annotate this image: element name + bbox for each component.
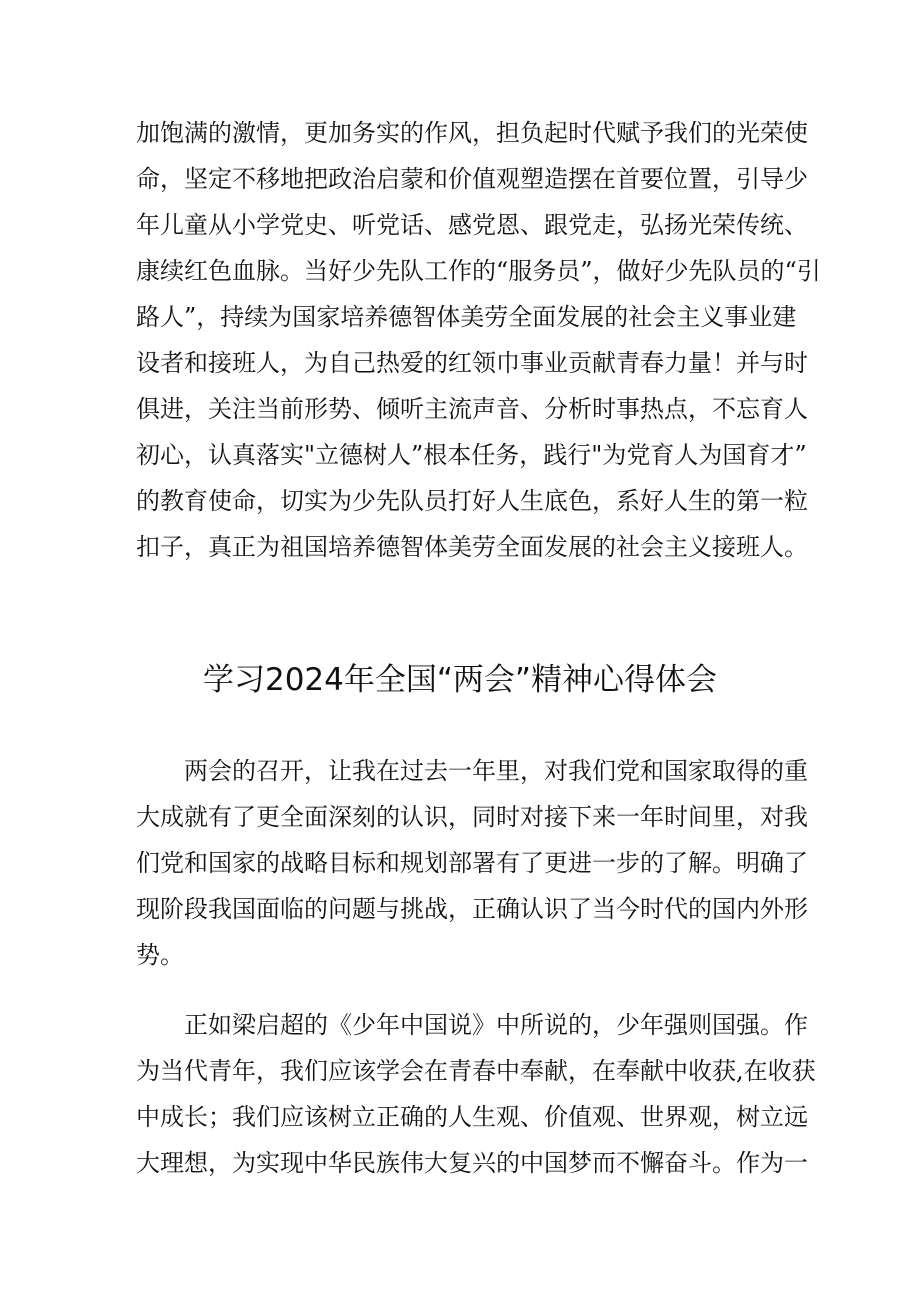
text-line: 势。 bbox=[136, 941, 184, 969]
section-title: 学习2024年全国“两会”精神心得体会 bbox=[202, 662, 717, 698]
text-line: 大理想，为实现中华民族伟大复兴的中国梦而不懈奋斗。作为一 bbox=[136, 1149, 808, 1177]
text-line: 俱进，关注当前形势、倾听主流声音、分析时事热点，不忘育人 bbox=[136, 395, 808, 423]
text-line: 扣子，真正为祖国培养德智体美劳全面发展的社会主义接班人。 bbox=[136, 533, 808, 561]
text-line: 大成就有了更全面深刻的认识，同时对接下来一年时间里，对我 bbox=[136, 803, 808, 831]
text-line: 为当代青年，我们应该学会在青春中奉献，在奉献中收获,在收获 bbox=[136, 1057, 816, 1085]
paragraph-continued bbox=[136, 110, 821, 570]
text-line: 路人”，持续为国家培养德智体美劳全面发展的社会主义事业建 bbox=[136, 303, 797, 331]
text-line: 年儿童从小学党史、听党话、感党恩、跟党走，弘扬光荣传统、 bbox=[136, 211, 808, 239]
paragraph-two-sessions bbox=[136, 748, 808, 978]
text-line: 初心，认真落实"立德树人”根本任务，践行"为党育人为国育才” bbox=[136, 441, 807, 469]
text-line: 正如梁启超的《少年中国说》中所说的，少年强则国强。作 bbox=[184, 1011, 808, 1039]
text-line: 现阶段我国面临的问题与挑战，正确认识了当今时代的国内外形 bbox=[136, 895, 808, 923]
text-line: 的教育使命，切实为少先队员打好人生底色，系好人生的第一粒 bbox=[136, 487, 808, 515]
text-line: 中成长；我们应该树立正确的人生观、价值观、世界观，树立远 bbox=[136, 1103, 808, 1131]
text-line: 们党和国家的战略目标和规划部署有了更进一步的了解。明确了 bbox=[136, 849, 808, 877]
text-line: 两会的召开，让我在过去一年里，对我们党和国家取得的重 bbox=[184, 757, 808, 785]
text-line: 加饱满的激情，更加务实的作风，担负起时代赋予我们的光荣使 bbox=[136, 119, 808, 147]
text-line: 命，坚定不移地把政治启蒙和价值观塑造摆在首要位置，引导少 bbox=[136, 165, 808, 193]
text-line: 康续红色血脉。当好少先队工作的“服务员”，做好少先队员的“引 bbox=[136, 257, 821, 285]
paragraph-young-china bbox=[136, 1002, 816, 1186]
text-line: 设者和接班人，为自己热爱的红领巾事业贡献青春力量！并与时 bbox=[136, 349, 808, 377]
